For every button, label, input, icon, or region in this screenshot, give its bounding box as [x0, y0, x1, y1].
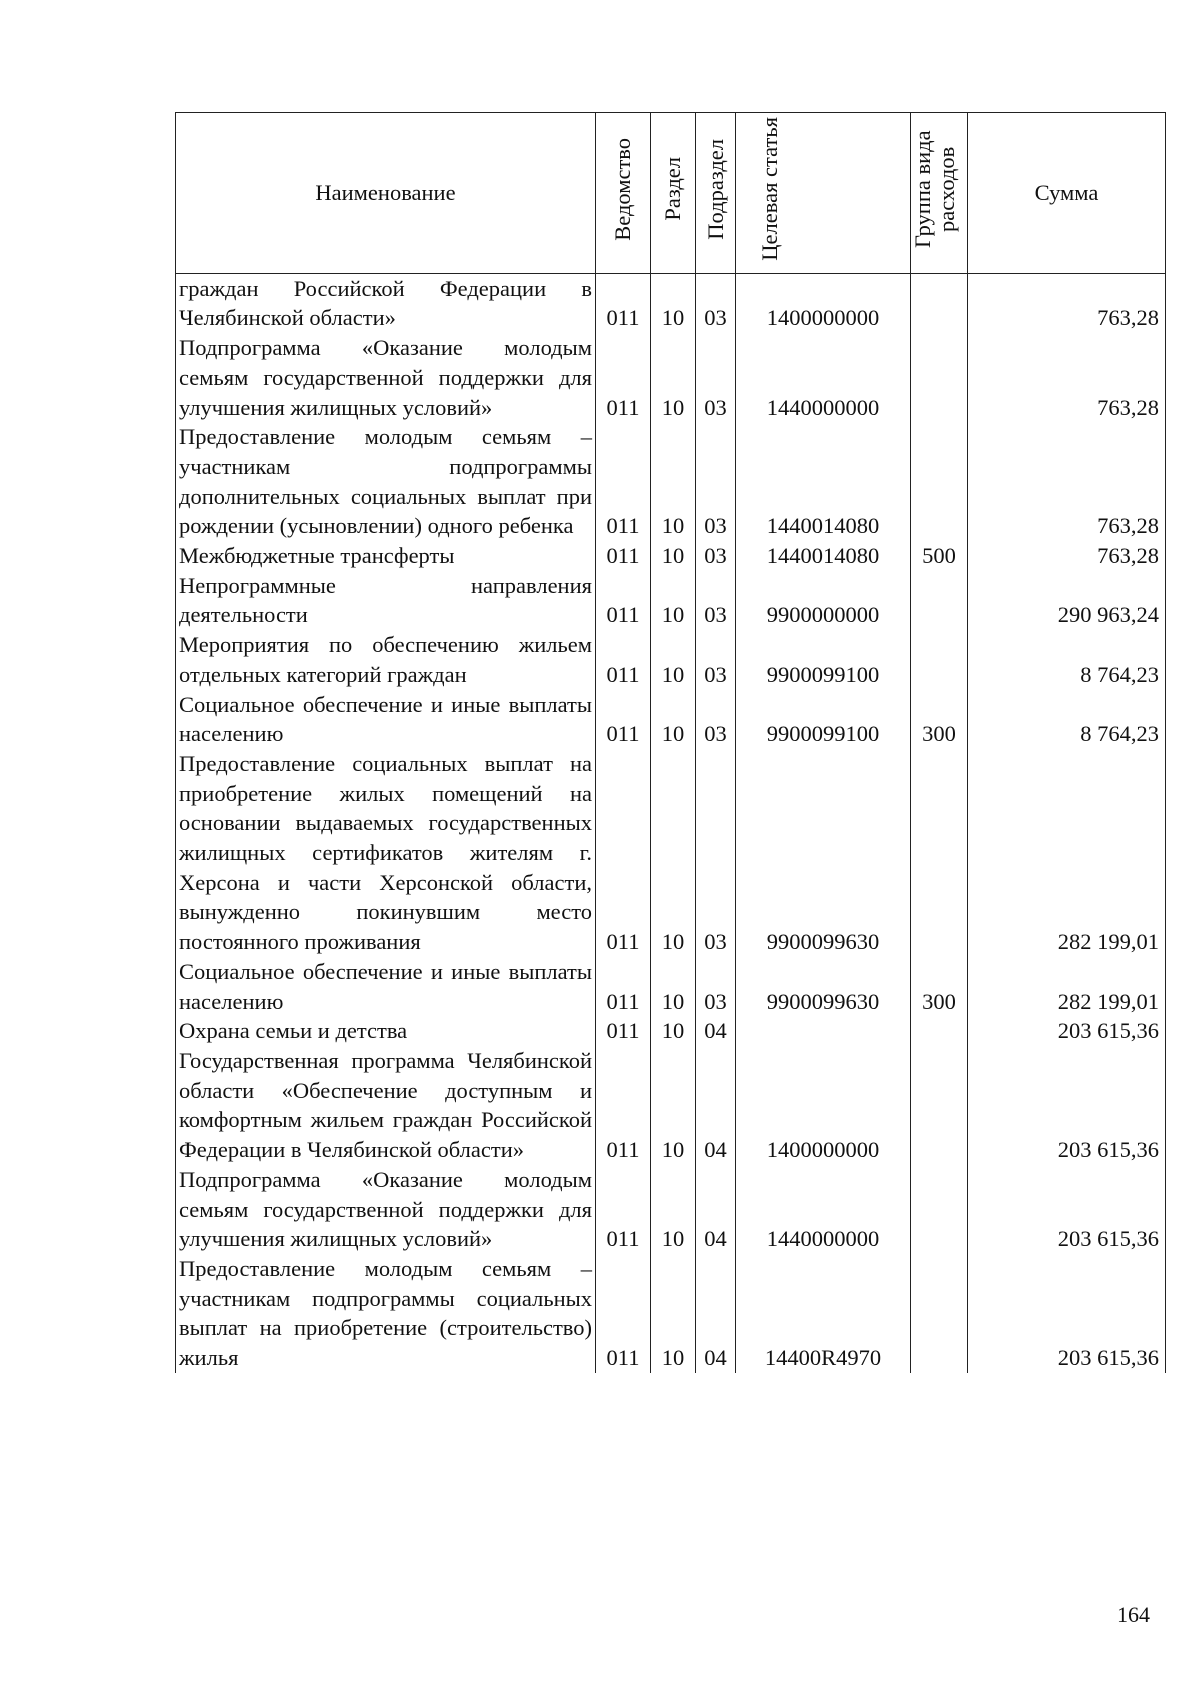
budget-table-area: [175, 112, 1165, 1373]
cell-subsection: 03: [696, 957, 736, 1016]
table-row: [176, 1016, 1166, 1046]
cell-department: 011: [596, 749, 651, 957]
cell-amount: 8 764,23: [968, 630, 1166, 689]
budget-table: [175, 112, 1166, 1373]
cell-name: Предоставление молодым семьям – участникам подпрограммы социальных выплат на приобретение (строительство) жилья: [176, 1254, 596, 1373]
header-section: Раздел: [651, 113, 696, 274]
cell-amount: 203 615,36: [968, 1254, 1166, 1373]
cell-target-article: 1440014080: [736, 541, 911, 571]
cell-target-article: 9900099100: [736, 690, 911, 749]
cell-amount: 763,28: [968, 273, 1166, 333]
cell-amount: 290 963,24: [968, 571, 1166, 630]
cell-department: 011: [596, 630, 651, 689]
cell-target-article: 1400000000: [736, 1046, 911, 1165]
cell-subsection: 04: [696, 1254, 736, 1373]
cell-subsection: 03: [696, 422, 736, 541]
cell-name: Подпрограмма «Оказание молодым семьям государственной поддержки для улучшения жилищных условий»: [176, 1165, 596, 1254]
cell-amount: 203 615,36: [968, 1165, 1166, 1254]
cell-expense-group: [911, 273, 968, 333]
cell-target-article: 14400R4970: [736, 1254, 911, 1373]
cell-subsection: 03: [696, 571, 736, 630]
cell-expense-group: 300: [911, 957, 968, 1016]
cell-department: 011: [596, 571, 651, 630]
cell-amount: 763,28: [968, 333, 1166, 422]
table-row: [176, 333, 1166, 422]
cell-amount: 282 199,01: [968, 749, 1166, 957]
cell-amount: 763,28: [968, 422, 1166, 541]
cell-subsection: 03: [696, 273, 736, 333]
cell-amount: 203 615,36: [968, 1016, 1166, 1046]
cell-subsection: 03: [696, 690, 736, 749]
cell-section: 10: [651, 1016, 696, 1046]
table-row: [176, 541, 1166, 571]
table-row: [176, 749, 1166, 957]
cell-section: 10: [651, 630, 696, 689]
cell-department: 011: [596, 1254, 651, 1373]
cell-name: Государственная программа Челябинской области «Обеспечение доступным и комфортным жильем граждан Российской Федерации в Челябинской области»: [176, 1046, 596, 1165]
cell-section: 10: [651, 273, 696, 333]
header-subsection: Подраздел: [696, 113, 736, 274]
cell-department: 011: [596, 1165, 651, 1254]
cell-department: 011: [596, 1046, 651, 1165]
cell-name: граждан Российской Федерации в Челябинской области»: [176, 273, 596, 333]
cell-subsection: 03: [696, 630, 736, 689]
page-number: 164: [1117, 1602, 1150, 1627]
cell-amount: 282 199,01: [968, 957, 1166, 1016]
table-row: [176, 1165, 1166, 1254]
cell-name: Подпрограмма «Оказание молодым семьям государственной поддержки для улучшения жилищных условий»: [176, 333, 596, 422]
cell-expense-group: [911, 1046, 968, 1165]
cell-target-article: 9900099100: [736, 630, 911, 689]
cell-target-article: [736, 1016, 911, 1046]
table-row: [176, 690, 1166, 749]
header-amount: Сумма: [968, 113, 1166, 274]
cell-section: 10: [651, 1165, 696, 1254]
cell-expense-group: [911, 1016, 968, 1046]
cell-expense-group: 300: [911, 690, 968, 749]
table-row: [176, 1254, 1166, 1373]
cell-expense-group: [911, 422, 968, 541]
cell-amount: 8 764,23: [968, 690, 1166, 749]
cell-name: Социальное обеспечение и иные выплаты населению: [176, 957, 596, 1016]
cell-target-article: 1400000000: [736, 273, 911, 333]
cell-expense-group: [911, 1254, 968, 1373]
cell-amount: 763,28: [968, 541, 1166, 571]
table-row: [176, 273, 1166, 333]
table-row: [176, 571, 1166, 630]
cell-expense-group: [911, 630, 968, 689]
cell-amount: 203 615,36: [968, 1046, 1166, 1165]
cell-expense-group: [911, 333, 968, 422]
header-target-article: Целевая статья: [736, 113, 911, 274]
table-row: [176, 422, 1166, 541]
cell-section: 10: [651, 571, 696, 630]
cell-department: 011: [596, 273, 651, 333]
cell-target-article: 9900000000: [736, 571, 911, 630]
cell-target-article: 1440000000: [736, 1165, 911, 1254]
cell-target-article: 9900099630: [736, 957, 911, 1016]
cell-department: 011: [596, 541, 651, 571]
cell-expense-group: [911, 571, 968, 630]
cell-name: Предоставление молодым семьям – участникам подпрограммы дополнительных социальных выплат при рождении (усыновлении) одного ребенка: [176, 422, 596, 541]
cell-name: Межбюджетные трансферты: [176, 541, 596, 571]
header-name: Наименование: [176, 113, 596, 274]
cell-section: 10: [651, 422, 696, 541]
cell-subsection: 03: [696, 541, 736, 571]
header-department: Ведомство: [596, 113, 651, 274]
cell-section: 10: [651, 541, 696, 571]
cell-expense-group: 500: [911, 541, 968, 571]
cell-section: 10: [651, 333, 696, 422]
table-row: [176, 957, 1166, 1016]
table-header-row: [176, 113, 1166, 274]
cell-department: 011: [596, 333, 651, 422]
table-body: [176, 273, 1166, 1373]
cell-expense-group: [911, 749, 968, 957]
cell-section: 10: [651, 749, 696, 957]
cell-subsection: 03: [696, 749, 736, 957]
cell-name: Социальное обеспечение и иные выплаты населению: [176, 690, 596, 749]
cell-section: 10: [651, 957, 696, 1016]
cell-subsection: 04: [696, 1016, 736, 1046]
cell-subsection: 04: [696, 1046, 736, 1165]
cell-name: Непрограммные направления деятельности: [176, 571, 596, 630]
cell-section: 10: [651, 690, 696, 749]
table-row: [176, 630, 1166, 689]
header-expense-group: Группа вида расходов: [911, 113, 968, 274]
cell-department: 011: [596, 1016, 651, 1046]
cell-target-article: 9900099630: [736, 749, 911, 957]
cell-target-article: 1440000000: [736, 333, 911, 422]
cell-department: 011: [596, 422, 651, 541]
cell-name: Охрана семьи и детства: [176, 1016, 596, 1046]
cell-subsection: 03: [696, 333, 736, 422]
cell-expense-group: [911, 1165, 968, 1254]
cell-name: Мероприятия по обеспечению жильем отдельных категорий граждан: [176, 630, 596, 689]
cell-department: 011: [596, 690, 651, 749]
table-row: [176, 1046, 1166, 1165]
cell-department: 011: [596, 957, 651, 1016]
cell-subsection: 04: [696, 1165, 736, 1254]
cell-target-article: 1440014080: [736, 422, 911, 541]
cell-section: 10: [651, 1254, 696, 1373]
cell-section: 10: [651, 1046, 696, 1165]
cell-name: Предоставление социальных выплат на приобретение жилых помещений на основании выдаваемых государственных жилищных сертификатов жителям г. Херсона и части Херсонской области, вынужденно покинувшим место постоянного проживания: [176, 749, 596, 957]
